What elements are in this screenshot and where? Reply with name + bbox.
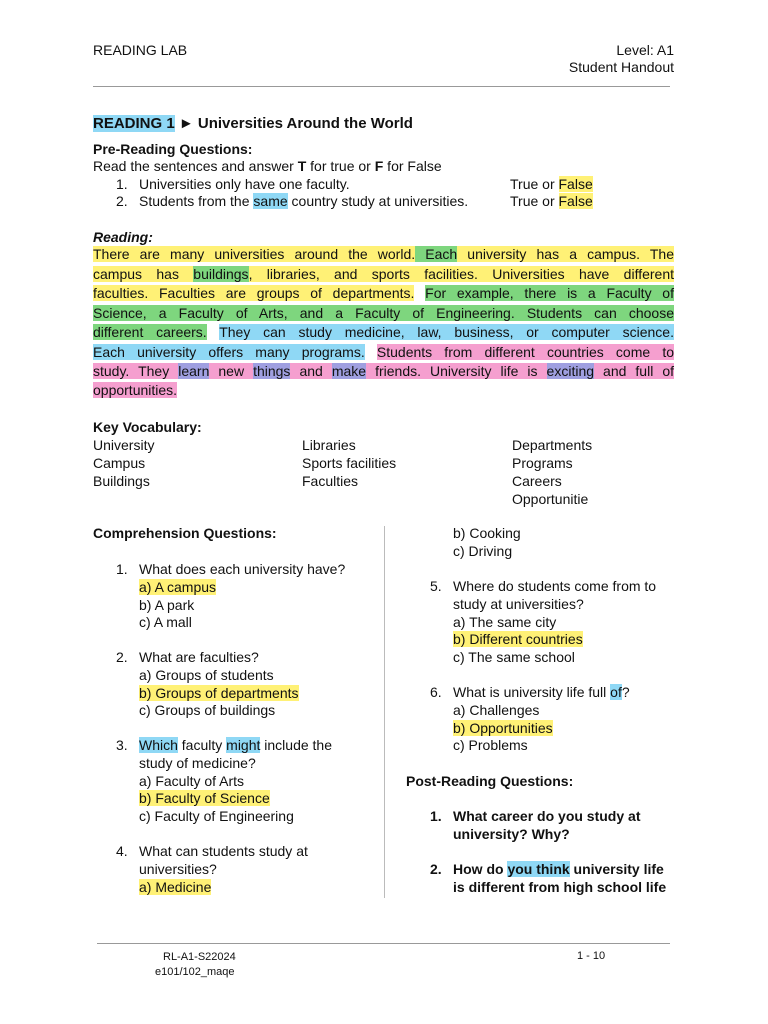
pre-item-number: 1.	[116, 176, 128, 192]
highlight-word: same	[253, 193, 288, 209]
post-question-text: is different from high school life	[453, 878, 667, 895]
false-answer: False	[558, 176, 593, 192]
reading-title-text: Universities Around the World	[197, 115, 413, 132]
reading-text: friends. University life is	[366, 363, 547, 379]
reading-text: new	[209, 363, 254, 379]
vocab-word: Opportunitie	[512, 491, 589, 507]
pre-item-answer	[510, 176, 593, 192]
false-answer: False	[558, 193, 593, 209]
question-text: study of medicine?	[139, 754, 256, 771]
reading-text: study. They	[93, 363, 179, 379]
reading-text: university has a campus. The	[457, 246, 674, 262]
highlight-word: you think	[507, 861, 570, 877]
post-question-text: What career do you study at	[453, 808, 641, 824]
pre-item-number: 2.	[116, 193, 128, 209]
text-part: include the	[260, 737, 332, 753]
false-letter: F	[374, 158, 384, 174]
answer-option: a) Faculty of Arts	[139, 772, 245, 789]
header-divider	[93, 86, 670, 87]
pre-reading-heading: Pre-Reading Questions:	[93, 141, 253, 157]
footer-code-text: RL-A1-S22024	[163, 951, 236, 963]
question-text: What does each university have?	[139, 561, 346, 577]
true-letter: T	[297, 158, 307, 174]
header-handout: Student Handout	[568, 59, 674, 75]
reading-line	[93, 344, 674, 364]
reading-text: exciting	[546, 363, 595, 379]
vocab-word: Departments	[512, 437, 593, 453]
question-text: Where do students come from to	[453, 578, 657, 594]
reading-text: and	[290, 363, 332, 379]
vocab-word: Libraries	[302, 437, 356, 453]
text-part: university life	[569, 861, 664, 877]
footer-code	[155, 950, 236, 980]
question-number: 1.	[116, 561, 128, 577]
answer-correct: b) Groups of departments	[139, 684, 299, 701]
answer-option: c) Groups of buildings	[139, 702, 276, 719]
question-number: 2.	[116, 649, 128, 665]
instruction-text: for true or	[306, 158, 375, 174]
reading-text: many programs.	[243, 344, 365, 360]
vocab-word: Careers	[512, 473, 562, 489]
reading-text: different careers.	[93, 324, 207, 340]
footer-file-text: e101/102_maqe	[155, 966, 235, 978]
reading-text: choose	[628, 305, 674, 321]
reading-text: Each	[415, 246, 458, 262]
pre-item-text	[139, 193, 468, 209]
reading-text: law,	[417, 324, 442, 340]
answer-option: c) Faculty of Engineering	[139, 808, 294, 825]
question-text: study at universities?	[453, 595, 584, 612]
tf-text: True or	[510, 193, 559, 209]
answer-option: a) Groups of students	[139, 666, 274, 683]
text-part: ?	[621, 684, 630, 700]
answer-option: a) Challenges	[453, 701, 540, 718]
question-text: universities?	[139, 860, 217, 877]
reading-text: , libraries, and sports facilities. Universities have different	[248, 266, 674, 282]
post-number: 2.	[430, 861, 442, 877]
text-part: What is university life full	[453, 684, 611, 700]
vocab-word: Buildings	[93, 473, 150, 489]
answer-correct: b) Different countries	[453, 631, 583, 648]
reading-line	[93, 266, 674, 286]
answer-correct: a) A campus	[139, 578, 217, 595]
reading-label: READING 1	[93, 115, 175, 132]
reading-text: offers	[208, 344, 244, 360]
answer-option: a) The same city	[453, 613, 557, 630]
pre-reading-instruction	[93, 158, 442, 174]
reading-heading: Reading:	[93, 229, 153, 245]
reading-text: Science, a Faculty of Arts, and a Faculty of Engineering. Students can	[93, 305, 629, 321]
instruction-text: Read the sentences and answer	[93, 158, 298, 174]
question-number: 5.	[430, 578, 442, 594]
reading-text: buildings	[193, 266, 249, 282]
reading-text: campus has	[93, 266, 194, 282]
question-number: 6.	[430, 684, 442, 700]
reading-title	[93, 115, 413, 132]
text-part: country study at universities.	[287, 193, 469, 209]
text-part: Students from the	[139, 193, 254, 209]
tf-text: True or	[510, 176, 559, 192]
reading-line	[93, 305, 674, 325]
post-reading-heading: Post-Reading Questions:	[406, 773, 574, 789]
vocab-word: Sports facilities	[302, 455, 397, 471]
vocab-col-2	[302, 436, 396, 490]
instruction-text: for False	[383, 158, 442, 174]
reading-text: Students from different countries come to	[376, 344, 675, 360]
pre-item-text: Universities only have one faculty.	[139, 176, 350, 192]
vocab-word: Programs	[512, 455, 573, 471]
comprehension-heading: Comprehension Questions:	[93, 525, 277, 541]
header-title: READING LAB	[93, 42, 188, 58]
answer-option: b) A park	[139, 596, 195, 613]
reading-line	[93, 246, 674, 266]
reading-text: make	[331, 363, 367, 379]
reading-text: They can study medicine,	[219, 324, 418, 340]
footer-divider	[97, 943, 670, 944]
vocab-word: Faculties	[302, 473, 359, 489]
reading-line	[93, 285, 674, 305]
answer-option: c) Driving	[453, 542, 513, 559]
question-6	[453, 684, 630, 755]
highlight-word: Which	[139, 737, 178, 753]
question-text: What are faculties?	[139, 649, 259, 665]
post-question-text: university? Why?	[453, 825, 570, 842]
post-question-2	[453, 861, 666, 897]
reading-text: There are many universities around the world.	[93, 246, 416, 262]
highlight-word: of	[610, 684, 622, 700]
answer-correct: b) Opportunities	[453, 719, 553, 736]
reading-text: Each university	[93, 344, 209, 360]
question-1	[139, 561, 345, 632]
reading-text: learn	[178, 363, 210, 379]
text-part: faculty	[177, 737, 227, 753]
page-number: 1 - 10	[577, 950, 606, 962]
reading-text: business, or computer science.	[441, 324, 674, 340]
reading-line	[93, 363, 674, 383]
question-2	[139, 649, 299, 720]
reading-text: opportunities.	[93, 382, 178, 398]
reading-line	[93, 324, 674, 344]
answer-option: c) The same school	[453, 649, 575, 666]
question-5	[453, 578, 656, 667]
answer-option: c) Problems	[453, 737, 528, 754]
text-part: How do	[453, 861, 508, 877]
question-4-continued	[453, 525, 521, 561]
reading-text: faculties. Faculties are groups of departments.	[93, 285, 415, 301]
vocab-col-1	[93, 436, 154, 490]
highlight-word: might	[226, 737, 261, 753]
header-level: Level: A1	[616, 42, 674, 58]
vocab-word: University	[93, 437, 155, 453]
reading-text: things	[253, 363, 291, 379]
question-4	[139, 843, 308, 896]
pre-item-answer	[510, 193, 593, 209]
vocab-col-3	[512, 436, 592, 508]
column-divider	[384, 526, 385, 898]
reading-text: For example, there is a Faculty of	[425, 285, 674, 301]
reading-text: and full of	[594, 363, 674, 379]
answer-option: b) Cooking	[453, 525, 521, 541]
arrow-icon: ►	[178, 115, 194, 132]
answer-option: c) A mall	[139, 614, 192, 631]
reading-line	[93, 382, 674, 402]
vocab-word: Campus	[93, 455, 146, 471]
post-question-1	[453, 808, 640, 844]
question-3	[139, 737, 332, 826]
question-text: What can students study at	[139, 843, 308, 859]
question-number: 4.	[116, 843, 128, 859]
answer-correct: b) Faculty of Science	[139, 790, 270, 807]
post-number: 1.	[430, 808, 442, 824]
answer-correct: a) Medicine	[139, 878, 212, 895]
vocab-heading: Key Vocabulary:	[93, 419, 202, 435]
question-number: 3.	[116, 737, 128, 753]
